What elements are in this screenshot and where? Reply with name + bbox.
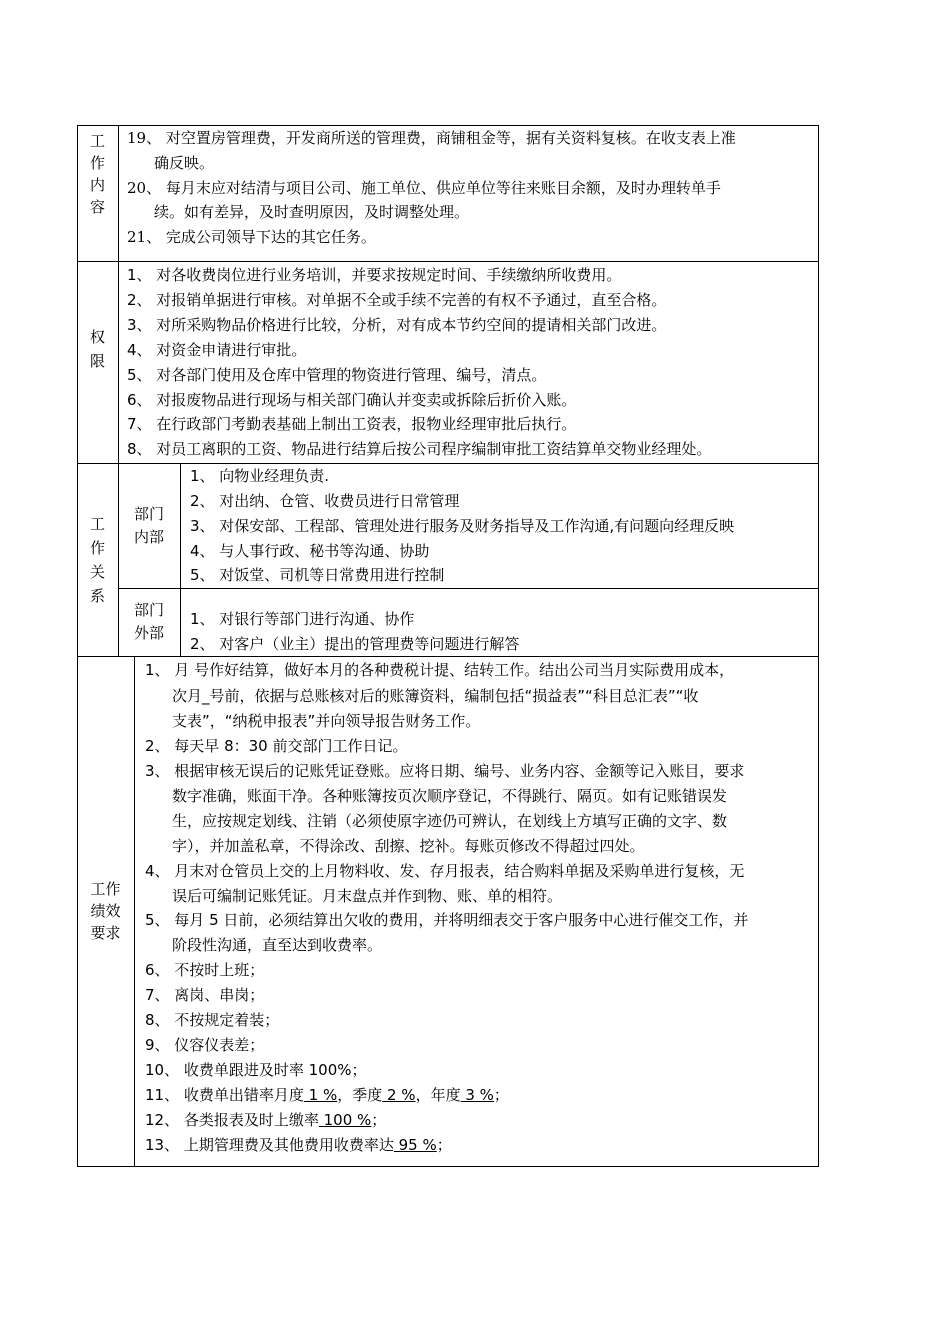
performance-line: 误后可编制记账凭证。月末盘点并作到物、账、单的相符。 xyxy=(172,887,563,905)
internal-line: 1、 向物业经理负责. xyxy=(190,467,330,485)
authority-line: 5、 对各部门使用及仓库中管理的物资进行管理、编号，清点。 xyxy=(127,366,547,384)
internal-line: 3、 对保安部、工程部、管理处进行服务及财务指导及工作沟通,有问题向经理反映 xyxy=(190,517,735,535)
performance-line: 3、 根据审核无误后的记账凭证登账。应将日期、编号、业务内容、金额等记入账目，要求 xyxy=(145,762,745,780)
performance-line: 阶段性沟通，直至达到收费率。 xyxy=(172,936,383,954)
monthly-error-rate: 1 % xyxy=(303,1086,338,1104)
divider-label-col-authority xyxy=(118,261,119,463)
content-line: 20、 每月末应对结清与项目公司、施工单位、供应单位等往来账目余额，及时办理转单手 xyxy=(127,179,721,197)
content-line: 续。如有差异，及时查明原因，及时调整处理。 xyxy=(154,203,470,221)
performance-line: 4、 月末对仓管员上交的上月物料收、发、存月报表，结合购料单据及采购单进行复核，无 xyxy=(145,862,745,880)
performance-line: 5、 每月 5 日前，必须结算出欠收的费用，并将明细表交于客户服务中心进行催交工作，并 xyxy=(145,911,749,929)
performance-line: 2、 每天早 8：30 前交部门工作日记。 xyxy=(145,737,408,755)
performance-line: 8、 不按规定着装； xyxy=(145,1011,280,1029)
work-content-label: 工 作 内 容 xyxy=(89,132,105,216)
authority-line: 4、 对资金申请进行审批。 xyxy=(127,341,307,359)
quarterly-error-rate: 2 % xyxy=(382,1086,416,1104)
divider-authority-relations xyxy=(77,463,819,464)
collection-rate-line: 13、 上期管理费及其他费用收费率达 95 %； xyxy=(145,1136,452,1154)
performance-line: 1、 月 号作好结算，做好本月的各种费税计提、结转工作。结出公司当月实际费用成本， xyxy=(145,661,735,679)
content-line: 确反映。 xyxy=(154,154,215,172)
performance-line: 10、 收费单跟进及时率 100%； xyxy=(145,1061,367,1079)
internal-line: 2、 对出纳、仓管、收费员进行日常管理 xyxy=(190,492,460,510)
report-rate-line: 12、 各类报表及时上缴率 100 %； xyxy=(145,1111,387,1129)
authority-line: 1、 对各收费岗位进行业务培训，并要求按规定时间、手续缴纳所收费用。 xyxy=(127,266,622,284)
authority-line: 2、 对报销单据进行审核。对单据不全或手续不完善的有权不予通过，直至合格。 xyxy=(127,291,667,309)
internal-line: 5、 对饭堂、司机等日常费用进行控制 xyxy=(190,566,445,584)
content-line: 21、 完成公司领导下达的其它任务。 xyxy=(127,228,376,246)
yearly-error-rate: 3 % xyxy=(460,1086,494,1104)
relations-label: 工 作 关 系 xyxy=(89,515,105,605)
performance-line: 6、 不按时上班； xyxy=(145,961,265,979)
performance-line: 7、 离岗、串岗； xyxy=(145,986,265,1004)
content-line: 19、 对空置房管理费，开发商所送的管理费，商铺租金等，据有关资料复核。在收支表上准 xyxy=(127,129,736,147)
divider-label-col-performance xyxy=(134,656,135,1167)
divider-label-col-content xyxy=(118,125,119,261)
authority-label: 权 限 xyxy=(89,328,105,370)
authority-line: 3、 对所采购物品价格进行比较，分析，对有成本节约空间的提请相关部门改进。 xyxy=(127,316,667,334)
performance-line: 生，应按规定划线、注销（必须使原字迹仍可辨认，在划线上方填写正确的文字、数 xyxy=(172,812,728,830)
performance-line: 数字准确，账面干净。各种账簿按页次顺序登记，不得跳行、隔页。如有记账错误发 xyxy=(172,787,728,805)
performance-line: 字），并加盖私章，不得涂改、刮擦、挖补。每账页修改不得超过四处。 xyxy=(172,837,645,855)
authority-line: 6、 对报废物品进行现场与相关部门确认并变卖或拆除后折价入账。 xyxy=(127,391,577,409)
authority-line: 7、 在行政部门考勤表基础上制出工资表，报物业经理审批后执行。 xyxy=(127,415,577,433)
internal-line: 4、 与人事行政、秘书等沟通、协助 xyxy=(190,542,430,560)
performance-line: 次月_号前，依据与总账核对后的账簿资料，编制包括“损益表”“科目总汇表”“收 xyxy=(172,687,699,705)
report-submit-rate: 100 % xyxy=(318,1111,372,1129)
internal-dept-label: 部门 内部 xyxy=(133,505,164,546)
external-line: 2、 对客户（业主）提出的管理费等问题进行解答 xyxy=(190,635,520,653)
performance-label: 工作 绩效 要求 xyxy=(90,880,121,942)
error-rate-line: 11、 收费单出错率月度 1 %，季度 2 %，年度 3 %； xyxy=(145,1086,509,1104)
external-line: 1、 对银行等部门进行沟通、协作 xyxy=(190,610,415,628)
divider-content-authority xyxy=(77,261,819,262)
performance-line: 支表”，“纳税申报表”并向领导报告财务工作。 xyxy=(172,712,481,730)
external-dept-label: 部门 外部 xyxy=(133,601,164,642)
performance-line: 9、 仪容仪表差； xyxy=(145,1036,265,1054)
divider-sublabel-col-relations xyxy=(180,463,181,656)
authority-line: 8、 对员工离职的工资、物品进行结算后按公司程序编制审批工资结算单交物业经理处。 xyxy=(127,440,712,458)
divider-internal-external xyxy=(118,588,819,589)
collection-rate: 95 % xyxy=(393,1136,437,1154)
